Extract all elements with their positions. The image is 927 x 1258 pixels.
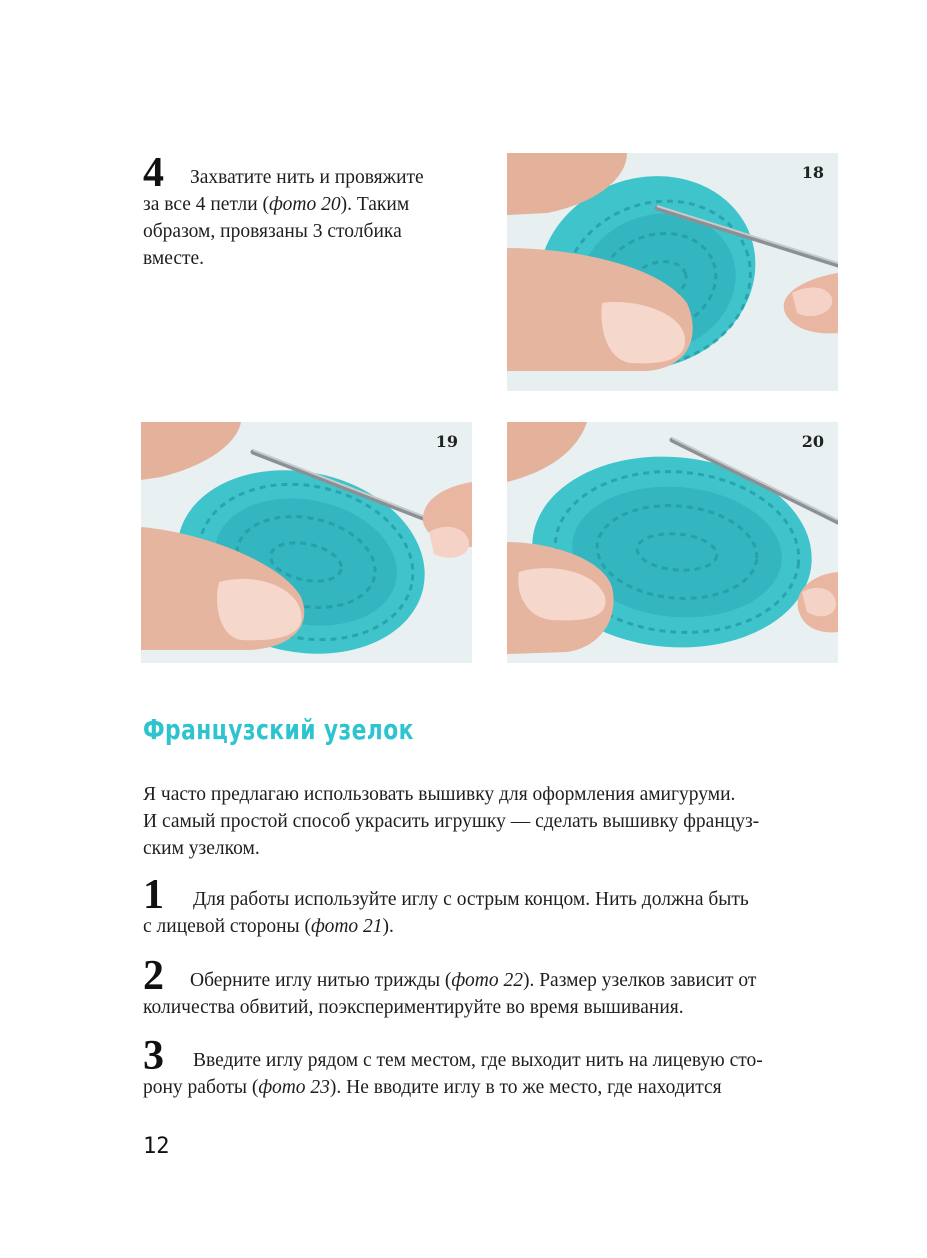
page-number: 12 [143,1134,170,1159]
step-2-number: 2 [143,953,164,999]
step-4-number: 4 [143,150,164,196]
intro-line-1: Я часто предлагаю использовать вышивку для оформления амигуруми. [143,784,736,805]
section-heading: Французский узелок [143,713,414,746]
step-3-line-1: Введите иглу рядом с тем местом, где выходит нить на лицевую сто- [193,1050,763,1071]
photo-18 [507,153,838,391]
step-3-number: 3 [143,1033,164,1079]
step-2-line-2: количества обвитий, поэкспериментируйте во время вышивания. [143,997,684,1018]
step-4-line-4: вместе. [143,248,205,269]
photo-20 [507,422,838,663]
crochet-photo-image [507,422,838,663]
step-3-text [143,1047,843,1101]
step-1-line-2: с лицевой стороны (фото 21). [143,916,394,937]
intro-line-2: И самый простой способ украсить игрушку — сделать вышивку француз- [143,811,760,832]
step-1-line-1: Для работы используйте иглу с острым концом. Нить должна быть [193,889,749,910]
photo-ref: фото 22 [451,970,523,991]
photo-ref: фото 21 [311,916,383,937]
intro-line-3: ским узелком. [143,838,260,859]
step-3-line-2: рону работы (фото 23). Не вводите иглу в то же место, где находится [143,1077,722,1098]
step-1-number: 1 [143,872,164,918]
step-2-text [143,967,843,1021]
intro-paragraph [143,781,843,862]
step-4-text [143,164,483,272]
photo-number: 18 [801,163,824,182]
step-4-line-1: Захватите нить и провяжите [190,167,424,188]
step-1-text [143,886,843,940]
photo-ref: фото 23 [258,1077,330,1098]
crochet-photo-image [507,153,838,391]
step-4-line-3: образом, провязаны 3 столбика [143,221,402,242]
photo-number: 20 [801,432,824,451]
crochet-photo-image [141,422,472,663]
photo-number: 19 [435,432,458,451]
step-2-line-1: Оберните иглу нитью трижды (фото 22). Размер узелков зависит от [190,970,757,991]
photo-19 [141,422,472,663]
photo-ref: фото 20 [269,194,341,215]
step-4-line-2: за все 4 петли (фото 20). Таким [143,194,410,215]
